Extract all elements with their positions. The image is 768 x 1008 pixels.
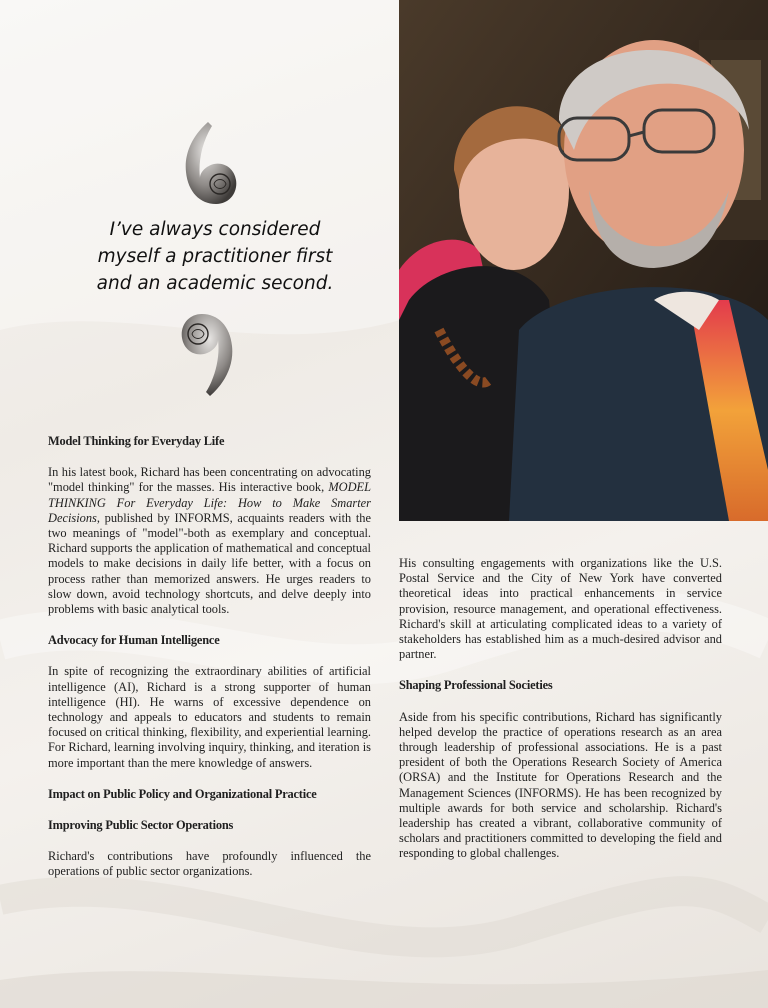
quote-line-2: myself a practitioner first <box>97 246 333 267</box>
paragraph-text: In his latest book, Richard has been concentrating on advocating "model thinking" for the masses. His interactive book, <box>48 465 371 495</box>
paragraph: Aside from his specific contributions, Richard has significantly helped develop the practice of operations research as an area through leadership of professional associations. He is a past president of both the Operations Research Society of America (ORSA) and the Institute for Operations Research and the Management Sciences (INFORMS). He has been recognized by multiple awards for both service and scholarship. Richard's leadership has created a vibrant, collaborative community of scholars and practitioners committed to developing the field and responding to global challenges. <box>399 709 722 861</box>
section-heading: Shaping Professional Societies <box>399 678 553 693</box>
pull-quote <box>60 118 370 398</box>
close-quote-icon <box>178 310 242 400</box>
section-heading: Improving Public Sector Operations <box>48 818 234 833</box>
right-column <box>399 556 722 878</box>
quote-line-3: and an academic second. <box>96 273 334 294</box>
section-heading: Advocacy for Human Intelligence <box>48 633 220 648</box>
open-quote-icon <box>178 118 242 208</box>
paragraph-text: , published by INFORMS, acquaints readers with the two meanings of "model"-both as exemplary and conceptual. Richard supports the application of mathematical and conceptual models to make decisions in daily life better, with a focus on process rather than memorized answers. He urges readers to slow down, avoid technology shortcuts, and delve deeply into problems with basic analytical tools. <box>48 510 371 617</box>
paragraph: Richard's contributions have profoundly influenced the operations of public sector organizations. <box>48 849 371 879</box>
paragraph <box>48 465 371 617</box>
portrait-photo <box>399 0 768 521</box>
paragraph: His consulting engagements with organizations like the U.S. Postal Service and the City of New York have converted theoretical ideas into practical enhancements in service provision, resource management, and operational effectiveness. Richard's skill at articulating complicated ideas to a variety of stakeholders has established him as a much-desired advisor and partner. <box>399 556 722 662</box>
quote-text <box>60 216 370 297</box>
left-column <box>48 434 371 896</box>
quote-line-1: I’ve always considered <box>109 219 321 240</box>
section-heading: Impact on Public Policy and Organizational Practice <box>48 786 317 801</box>
paragraph: In spite of recognizing the extraordinary abilities of artificial intelligence (AI), Richard is a strong supporter of human intelligence (HI). He warns of excessive dependence on technology and appeals to educators and students to remain focused on critical thinking, flexibility, and experiential learning. For Richard, learning involving inquiry, thinking, and iteration is more important than the mere knowledge of answers. <box>48 664 371 770</box>
book-title: MODEL THINKING For Everyday Life: How to Make Smarter Decisions <box>48 480 371 525</box>
section-heading: Model Thinking for Everyday Life <box>48 434 225 448</box>
portrait-photo-illustration <box>399 0 768 521</box>
